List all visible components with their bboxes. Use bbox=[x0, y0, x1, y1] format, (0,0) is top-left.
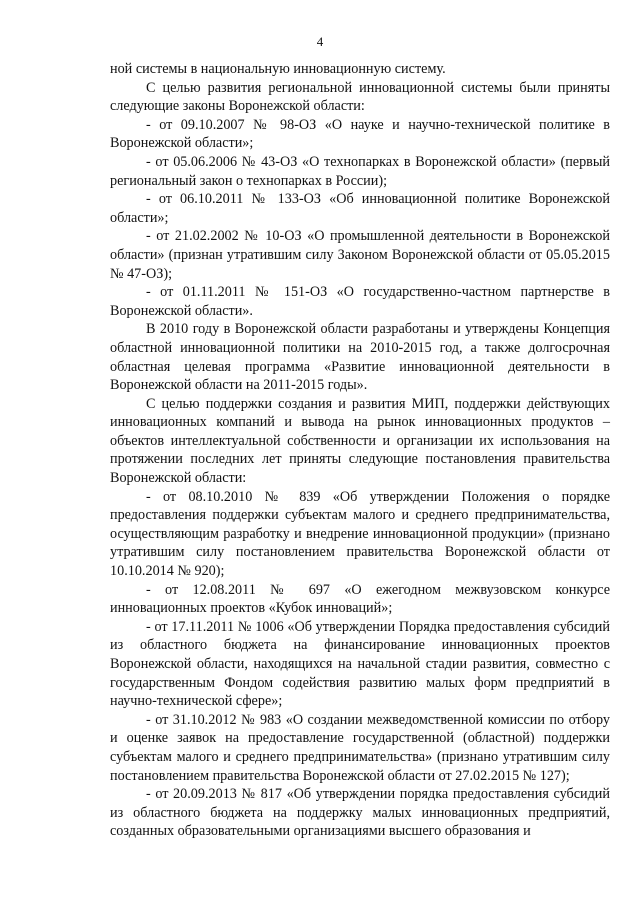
page-number: 4 bbox=[316, 34, 324, 49]
paragraph: С целью развития региональной инновационной системы были приняты следующие законы Воронежской области: bbox=[110, 79, 610, 115]
resolution-list-item: - от 12.08.2011 № 697 «О ежегодном межвузовском конкурсе инновационных проектов «Кубок инноваций»; bbox=[110, 581, 610, 617]
resolution-list-item: - от 17.11.2011 № 1006 «Об утверждении Порядка предоставления субсидий из областного бюджета на финансирование инновационных проектов Воронежской области, находящихся на начальной стадии развития, совместно с государственным Фондом содействия развитию малых форм предприятий в научно-технической сфере»; bbox=[110, 618, 610, 710]
law-list-item: - от 09.10.2007 № 98-ОЗ «О науке и научно-технической политике в Воронежской области»; bbox=[110, 116, 610, 152]
resolution-list-item: - от 20.09.2013 № 817 «Об утверждении порядка предоставления субсидий из областного бюджета на поддержку малых инновационных предприятий, созданных образовательными организациями высшего образования и bbox=[110, 786, 610, 840]
resolution-list-item: - от 08.10.2010 № 839 «Об утверждении Положения о порядке предоставления поддержки субъектам малого и среднего предпринимательства, осуществляющим разработку и внедрение инновационной продукции» (признано утратившим силу постановлением правительства Воронежской области от 10.10.2014 № 920); bbox=[110, 488, 610, 580]
law-list-item: - от 06.10.2011 № 133-ОЗ «Об инновационной политике Воронежской области»; bbox=[110, 191, 610, 226]
paragraph: ной системы в национальную инновационную систему. bbox=[110, 61, 446, 77]
law-list-item: - от 05.06.2006 № 43-ОЗ «О технопарках в Воронежской области» (первый региональный закон о технопарках в России); bbox=[110, 153, 610, 189]
paragraph: В 2010 году в Воронежской области разработаны и утверждены Концепция областной инновационной политики на 2010-2015 год, а также долгосрочная областная целевая программа «Развитие инновационной деятельности в Воронежской области на 2011-2015 годы». bbox=[110, 321, 610, 394]
resolution-list-item: - от 31.10.2012 № 983 «О создании межведомственной комиссии по отбору и оценке заявок на предоставление государственной (областной) поддержки субъектам малого и среднего предпринимательства» (признано утратившим силу постановлением правительства Воронежской области от 27.02.2015 № 127); bbox=[110, 711, 610, 784]
law-list-item: - от 21.02.2002 № 10-ОЗ «О промышленной деятельности в Воронежской области» (признан утратившим силу Законом Воронежской области от 05.05.2015 № 47-ОЗ); bbox=[110, 228, 610, 282]
law-list-item: - от 01.11.2011 № 151-ОЗ «О государственно-частном партнерстве в Воронежской области». bbox=[110, 284, 610, 319]
paragraph: С целью поддержки создания и развития МИП, поддержки действующих инновационных компаний и вывода на рынок инновационных продуктов – объектов интеллектуальной собственности и организации их использования на протяжении последних лет приняты следующие постановления правительства Воронежской области: bbox=[110, 395, 610, 487]
body-text bbox=[110, 60, 610, 841]
